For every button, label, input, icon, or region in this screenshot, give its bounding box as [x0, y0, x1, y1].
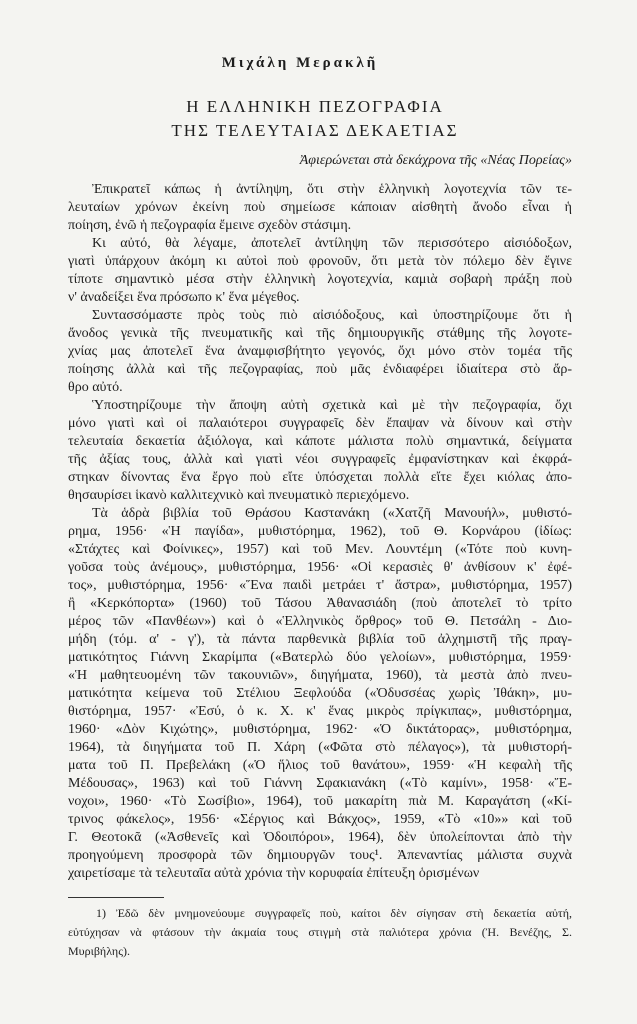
text-line: 1960· «Δὸν Κιχώτης», μυθιστόρημα, 1962· «Ὁ δικτάτορας», μυθιστόρημα, [68, 722, 572, 737]
author-name: Μιχάλη Μερακλῆ [221, 55, 379, 71]
text-line: Συντασσόμαστε πρὸς τοὺς πιὸ αἰσιόδοξους, καὶ ὑποστηρίζουμε ὅτι ἡ [92, 308, 572, 323]
text-line: ρημα, 1956· «Ἡ παγίδα», μυθιστόρημα, 1962), τοῦ Θ. Κορνάρου (ἰδίως: [68, 524, 572, 539]
text-line: ποίηση, ἐνῶ ἡ πεζογραφία ἔμεινε σχεδὸν στάσιμη. [68, 218, 352, 233]
paragraph [68, 397, 572, 505]
text-line: τος», μυθιστόρημα, 1956· «Ἕνα παιδὶ μετράει τ' ἄστρα», μυθιστόρημα, 1957) [68, 578, 572, 593]
text-line: μήδη (τόμ. α' - γ'), τὰ πάντα παρθενικὰ βιβλία τοῦ ἀλχημιστῆ τῆς πραγ- [68, 632, 572, 647]
footnote-divider [68, 897, 164, 898]
title-line: ΤΗΣ ΤΕΛΕΥΤΑΙΑΣ ΔΕΚΑΕΤΙΑΣ [171, 121, 459, 140]
footnote [68, 904, 572, 961]
text-line: Ἐπικρατεῖ κάπως ἡ ἀντίληψη, ὅτι στὴν ἑλληνικὴ λογοτεχνία τῶν τε- [92, 182, 572, 197]
text-line: χνίας μας ἀποτελεῖ ἕνα ἀναμφισβήτητο γεγονός, ὄχι μόνο στὸν τομέα τῆς [68, 344, 572, 359]
footnote-line: Μυριβήλης). [68, 944, 130, 958]
text-line: Γ. Θεοτοκᾶ («Ἀσθενεῖς καὶ Ὁδοιπόροι», 1964), δὲν ὑπολείπονται ἀπὸ τὴν [68, 830, 572, 845]
article-body [68, 181, 572, 883]
text-line: ματικότητα κείμενα τοῦ Στέλιου Ξεφλούδα («Ὀδυσσέας χωρὶς Ἰθάκη», μυ- [68, 686, 572, 701]
text-line: τελευταία δεκαετία ἀξιόλογα, καὶ κάποτε μάλιστα πολὺ σημαντικά, δείγματα [68, 434, 572, 449]
footnote-line: εὐτύχησαν νὰ φτάσουν τὴν ἀκμαία τους στιγμὴ στὰ παλιότερα χρόνια (Ἠ. Βενέζης, Σ. [68, 925, 572, 939]
article-title [0, 95, 630, 143]
title-line: Η ΕΛΛΗΝΙΚΗ ΠΕΖΟΓΡΑΦΙΑ [186, 97, 444, 116]
text-line: γιατὶ ὑπάρχουν ἀκόμη κι αὐτοὶ ποὺ φρονοῦν, ὅτι μετὰ τὸν πόλεμο δὲν ἔγινε [68, 254, 572, 269]
dedication: Ἀφιερώνεται στὰ δεκάχρονα τῆς «Νέας Πορείας» [299, 153, 572, 168]
text-line: «Στάχτες καὶ Φοίνικες», 1957) καὶ τοῦ Μεν. Λουντέμη («Τότε ποὺ κυνη- [68, 542, 572, 557]
text-line: θησαυρίσει ἱκανὸ καλλιτεχνικὸ καὶ πνευματικὸ περιεχόμενο. [68, 488, 410, 503]
text-line: θρο αὐτό. [68, 380, 123, 395]
text-line: στηκαν δίνοντας ἕνα ἔργο ποὺ εἴτε ὑπόσχεται πολλὰ εἴτε ἔχει κιόλας ἀπο- [68, 470, 572, 485]
text-line: μέρος τῶν «Πανθέων») καὶ ὁ «Ἑλληνικὸς ὄρθρος» τοῦ Θ. Πετσάλη - Διο- [68, 614, 572, 629]
paragraph [68, 235, 572, 307]
text-line: ἢ «Κερκόπορτα» (1960) τοῦ Τάσου Ἀθανασιάδη (ποὺ ἀποτελεῖ τὸ τρίτο [68, 596, 572, 611]
text-line: λευταίων χρόνων ἐκείνη ποὺ σημείωσε κάποιαν αἰσθητὴ ἄνοδο εἶναι ἡ [68, 200, 572, 215]
text-line: 1964), τὰ διηγήματα τοῦ Π. Χάρη («Φῶτα στὸ πέλαγος»), τὰ μυθιστορή- [68, 740, 572, 755]
text-line: Τὰ ἁδρὰ βιβλία τοῦ Θράσου Καστανάκη («Χατζῆ Μανουήλ», μυθιστό- [92, 506, 572, 521]
text-line: ποίησης ἀλλὰ καὶ τῆς πεζογραφίας, ποὺ μᾶς ἐνδιαφέρει ἰδιαίτερα στὸ ἄρ- [68, 362, 572, 377]
text-line: γοῦσα τοὺς ἀνέμους», μυθιστόρημα, 1956· «Οἱ κερασιὲς θ' ἀνθίσουν κ' ἐφέ- [68, 560, 572, 575]
text-line: νοχοι», 1960· «Τὸ Σωσίβιο», 1964), τοῦ μακαρίτη πιὰ Μ. Καραγάτση («Κί- [68, 794, 572, 809]
text-line: χαιρετίσαμε τὰ τελευταῖα αὐτὰ χρόνια τὴν κορυφαία ἐπίτευξη ὁρισμένων [68, 866, 480, 881]
text-line: τίποτε σημαντικὸ μέσα στὴν ἑλληνικὴ λογοτεχνία, καμιὰ σοβαρὴ πράξη ποὺ [68, 272, 572, 287]
text-line: «Ἡ μαθητευομένη τῶν τακουνιῶν», διηγήματα, 1960), τὰ μεστὰ ἀπὸ πνευ- [68, 668, 572, 683]
text-line: Μέδουσας», 1963) καὶ τοῦ Γιάννη Σφακιανάκη («Τὸ καμίνι», 1958· «Ἔ- [68, 776, 572, 791]
text-line: θιστόρημα, 1957· «Ἐσύ, ὁ κ. Χ. κ' ἕνας μικρὸς πρίγκιπας», μυθιστόρημα, [68, 704, 572, 719]
text-line: μόνο γιατὶ καὶ οἱ παλαιότεροι συγγραφεῖς δὲν ἔπαψαν νὰ δίνουν καὶ στὴν [68, 416, 572, 431]
footnote-line: 1) Ἐδῶ δὲν μνημονεύουμε συγγραφεῖς ποὺ, καίτοι δὲν σίγησαν στὴ δεκαετία αὐτή, [96, 906, 572, 920]
paragraph [68, 505, 572, 883]
paragraph [68, 307, 572, 397]
text-line: Κι αὐτό, θὰ λέγαμε, ἀποτελεῖ ἀντίληψη τῶν περισσότερο αἰσιόδοξων, [92, 236, 572, 251]
text-line: Ὑποστηρίζουμε τὴν ἄποψη αὐτὴ σχετικὰ καὶ μὲ τὴν πεζογραφία, ὄχι [92, 398, 572, 413]
text-line: ἄνοδος γενικὰ τῆς πνευματικῆς καὶ τῆς δημιουργικῆς στάθμης τῆς λογοτε- [68, 326, 572, 341]
text-line: τῆς ἀξίας τους, ἀλλὰ καὶ γιατὶ νέοι συγγραφεῖς ἐμφανίστηκαν καὶ ἐκφρά- [68, 452, 572, 467]
text-line: ματικότητος Γιάννη Σκαρίμπα («Βατερλὼ δύο γελοίων», μυθιστόρημα, 1959· [68, 650, 572, 665]
text-line: τρινος φάκελος», 1956· «Σέργιος καὶ Βάκχος», 1959, «Τὸ «10»» καὶ τοῦ [68, 812, 572, 827]
text-line: ν' ἀναδείξει ἕνα πρόσωπο κ' ἕνα μέγεθος. [68, 290, 300, 305]
paragraph [68, 181, 572, 235]
text-line: ματα τοῦ Π. Πρεβελάκη («Ὁ ἥλιος τοῦ θανάτου», 1959· «Ἡ κεφαλὴ τῆς [68, 758, 572, 773]
text-line: προηγούμενη προσφορὰ τῶν δημιουργῶν τους¹. Ἀπεναντίας μάλιστα συχνὰ [68, 848, 572, 863]
